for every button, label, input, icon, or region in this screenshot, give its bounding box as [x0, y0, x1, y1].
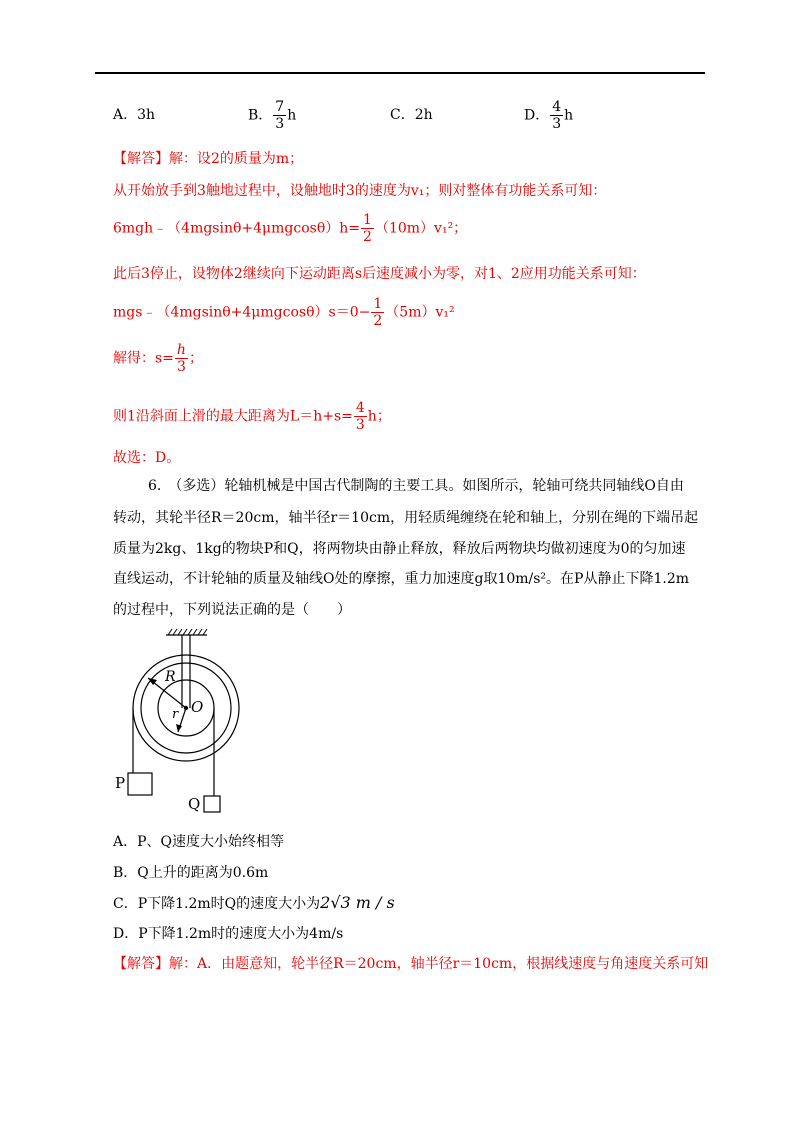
- solution-5-line2: 从开始放手到3触地过程中，设触地时3的速度为v₁；则对整体有功能关系可知：: [113, 183, 607, 199]
- block-p: [128, 773, 152, 795]
- solution-5-line3: 此后3停止，设物体2继续向下运动距离s后速度减小为零，对1、2应用功能关系可知：: [113, 266, 646, 282]
- label-R: R: [165, 669, 176, 685]
- option-b: B． $\frac{7}{3}$ h: [248, 99, 297, 133]
- label-O: O: [191, 698, 204, 716]
- ceiling-hatch: [168, 629, 207, 635]
- choice-6a: A．P、Q速度大小始终相等: [113, 834, 285, 850]
- header-rule: [95, 72, 705, 74]
- block-q: [204, 796, 220, 812]
- choice-6c: C．P下降1.2m时Q的速度大小为2√3 m / s: [113, 893, 395, 912]
- option-c: C．2h: [390, 107, 433, 123]
- max-distance: 则1沿斜面上滑的最大距离为L＝h+s= $\frac{4}{3}$ h；: [113, 400, 391, 434]
- solution-tag: 【解答】: [113, 956, 169, 972]
- solve-s: 解得：s= $\frac{h}{3}$ ；: [113, 342, 203, 376]
- label-r: r: [172, 707, 179, 722]
- solution-tag: 【解答】: [113, 151, 169, 167]
- question-6-line3: 质量为2kg、1kg的物块P和Q，将两物块由静止释放，释放后两物块均做初速度为0的匀加速: [113, 541, 686, 557]
- question-6-line4: 直线运动，不计轮轴的质量及轴线O处的摩擦，重力加速度g取10m/s²。在P从静止下降1.2m: [113, 571, 690, 587]
- label-P: P: [115, 774, 126, 792]
- answer-5: 故选：D。: [113, 450, 181, 466]
- question-6-line1: 6. （多选）轮轴机械是中国古代制陶的主要工具。如图所示，轮轴可绕共同轴线O自由: [148, 478, 684, 494]
- choice-6d: D．P下降1.2m时的速度大小为4m/s: [113, 926, 344, 942]
- wheel-axle-figure: [110, 628, 250, 818]
- equation-1: 6mgh﹣（4mgsinθ+4μmgcosθ）h= $\frac{1}{2}$ （10m）v₁²；: [113, 212, 468, 246]
- solution-5-line1: 【解答】解：设2的质量为m；: [113, 151, 304, 167]
- option-d: D． $\frac{4}{3}$ h: [524, 99, 574, 133]
- label-Q: Q: [188, 795, 201, 813]
- axis-point: [184, 706, 188, 710]
- question-6-line5: 的过程中，下列说法正确的是（ ）: [113, 602, 351, 618]
- option-a: A．3h: [113, 107, 156, 123]
- solution-6-line1: 【解答】解：A．由题意知，轮半径R＝20cm，轴半径r＝10cm，根据线速度与角速度关系可知: [113, 956, 709, 972]
- equation-2: mgs﹣（4mgsinθ+4μmgcosθ）s＝0− $\frac{1}{2}$ （5m）v₁²: [113, 296, 455, 330]
- question-6-line2: 转动，其轮半径R＝20cm，轴半径r＝10cm，用轻质绳缠绕在轮和轴上，分别在绳的下端吊起: [113, 510, 699, 526]
- choice-6b: B．Q上升的距离为0.6m: [113, 865, 269, 881]
